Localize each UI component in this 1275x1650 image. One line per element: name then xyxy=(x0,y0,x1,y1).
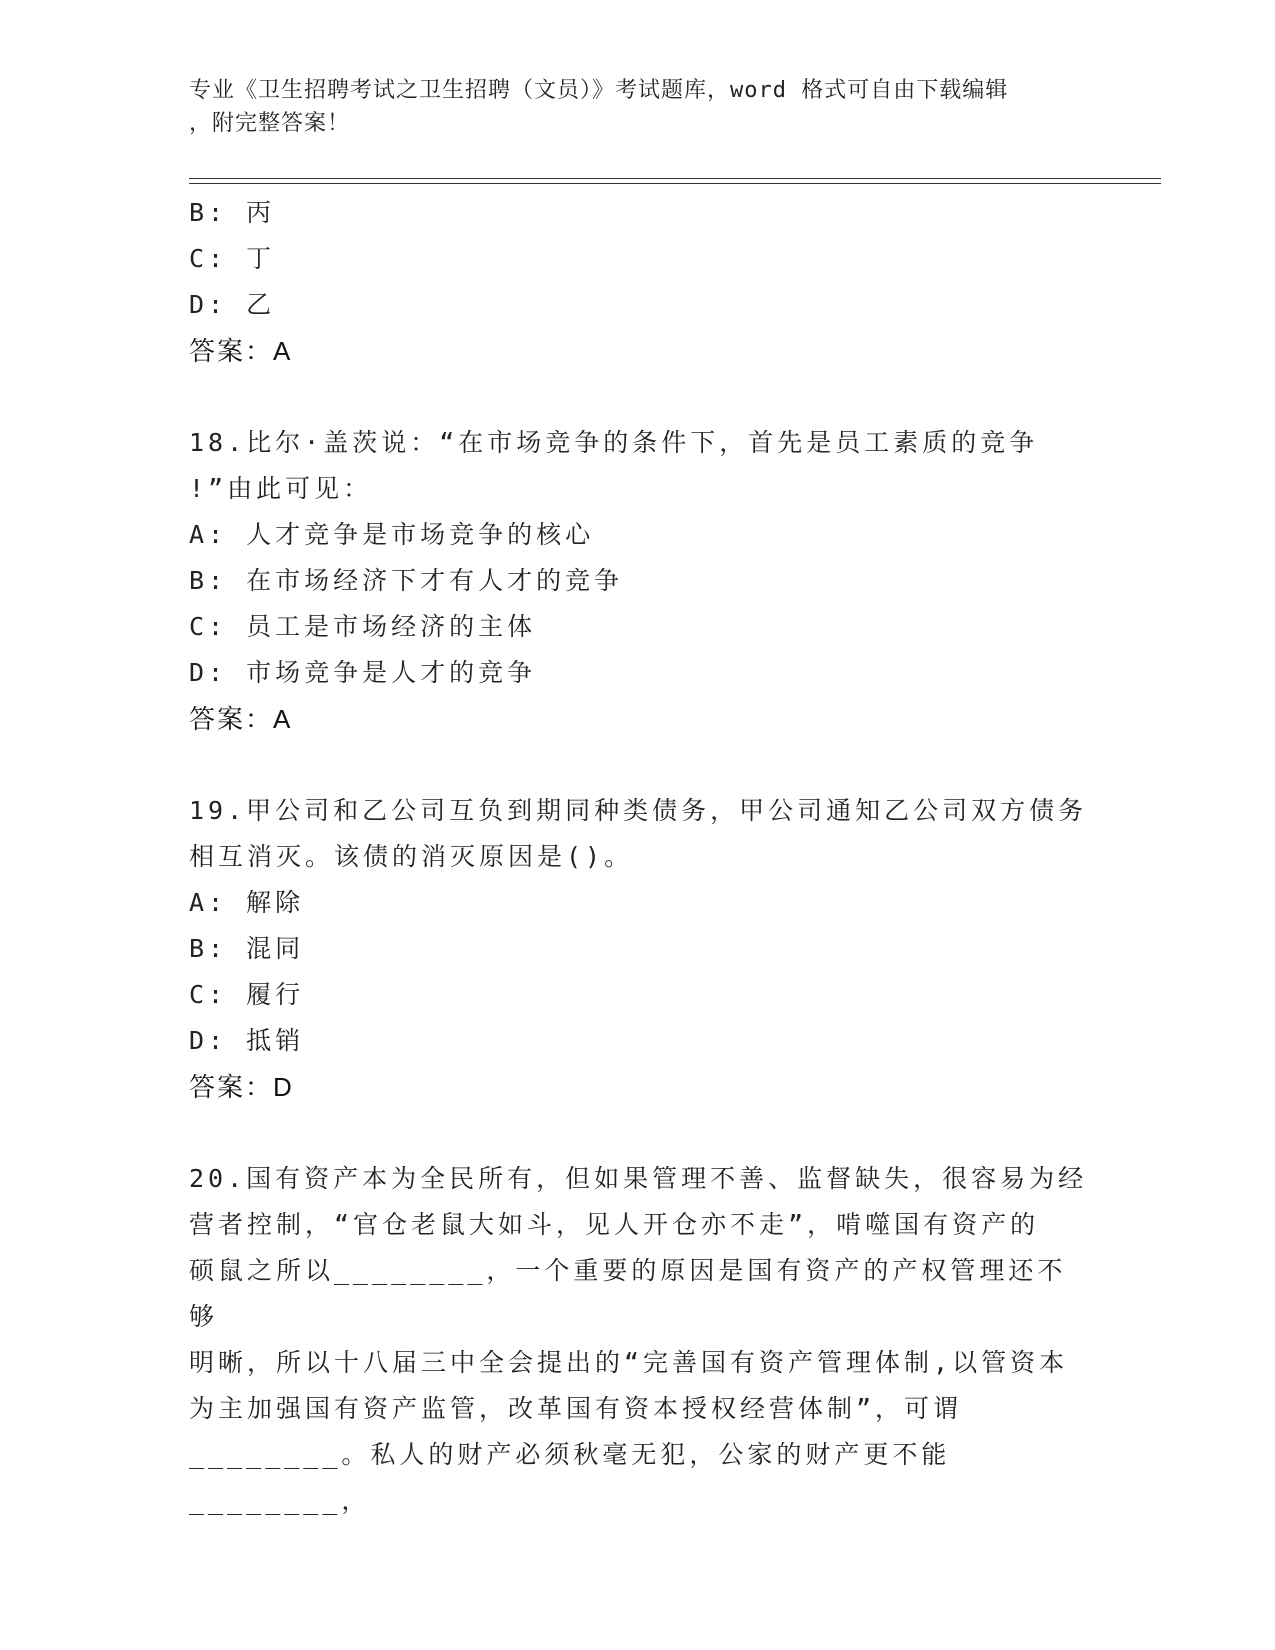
option-c: C: 员工是市场经济的主体 xyxy=(189,612,537,641)
spacer xyxy=(189,374,1089,420)
question-stem-line: 营者控制，“官仓老鼠大如斗，见人开仓亦不走”，啃噬国有资产的 xyxy=(189,1210,1040,1239)
answer-line: 答案：A xyxy=(189,704,293,734)
question-stem-line: 相互消灭。该债的消灭原因是()。 xyxy=(189,842,634,871)
question-stem-line: 19.甲公司和乙公司互负到期同种类债务，甲公司通知乙公司双方债务 xyxy=(189,796,1088,825)
option-b: B: 在市场经济下才有人才的竞争 xyxy=(189,566,624,595)
question-stem-line: 18.比尔·盖茨说：“在市场竞争的条件下，首先是员工素质的竞争 xyxy=(189,428,1039,457)
question-17-partial xyxy=(189,190,1089,374)
question-18 xyxy=(189,420,1089,742)
question-20 xyxy=(189,1156,1089,1524)
option-d: D: 市场竞争是人才的竞争 xyxy=(189,658,537,687)
option-d: D: 乙 xyxy=(189,290,276,319)
option-a: A: 人才竞争是市场竞争的核心 xyxy=(189,520,595,549)
question-19 xyxy=(189,788,1089,1110)
question-stem-line: 硕鼠之所以________，一个重要的原因是国有资产的产权管理还不够 xyxy=(189,1256,1067,1331)
question-stem-line: 明晰，所以十八届三中全会提出的“完善国有资产管理体制,以管资本 xyxy=(189,1348,1069,1377)
option-b: B: 丙 xyxy=(189,198,276,227)
answer-line: 答案：A xyxy=(189,336,293,366)
option-a: A: 解除 xyxy=(189,888,305,917)
answer-line: 答案：D xyxy=(189,1072,294,1102)
option-c: C: 丁 xyxy=(189,244,276,273)
option-c: C: 履行 xyxy=(189,980,305,1009)
header-divider-bottom xyxy=(189,183,1161,184)
question-stem-line: !”由此可见： xyxy=(189,474,373,503)
spacer xyxy=(189,1110,1089,1156)
document-body xyxy=(189,190,1089,1524)
header-divider-top xyxy=(189,178,1161,179)
option-b: B: 混同 xyxy=(189,934,305,963)
document-header xyxy=(189,74,1079,140)
option-d: D: 抵销 xyxy=(189,1026,305,1055)
question-stem-line: ________。私人的财产必须秋毫无犯，公家的财产更不能________， xyxy=(189,1440,951,1515)
question-stem-line: 20.国有资产本为全民所有，但如果管理不善、监督缺失，很容易为经 xyxy=(189,1164,1088,1193)
header-line-1: 专业《卫生招聘考试之卫生招聘（文员）》考试题库，word 格式可自由下载编辑 xyxy=(189,78,1009,103)
question-stem-line: 为主加强国有资产监管，改革国有资本授权经营体制”，可谓 xyxy=(189,1394,963,1423)
header-line-2: ，附完整答案！ xyxy=(189,111,351,136)
spacer xyxy=(189,742,1089,788)
